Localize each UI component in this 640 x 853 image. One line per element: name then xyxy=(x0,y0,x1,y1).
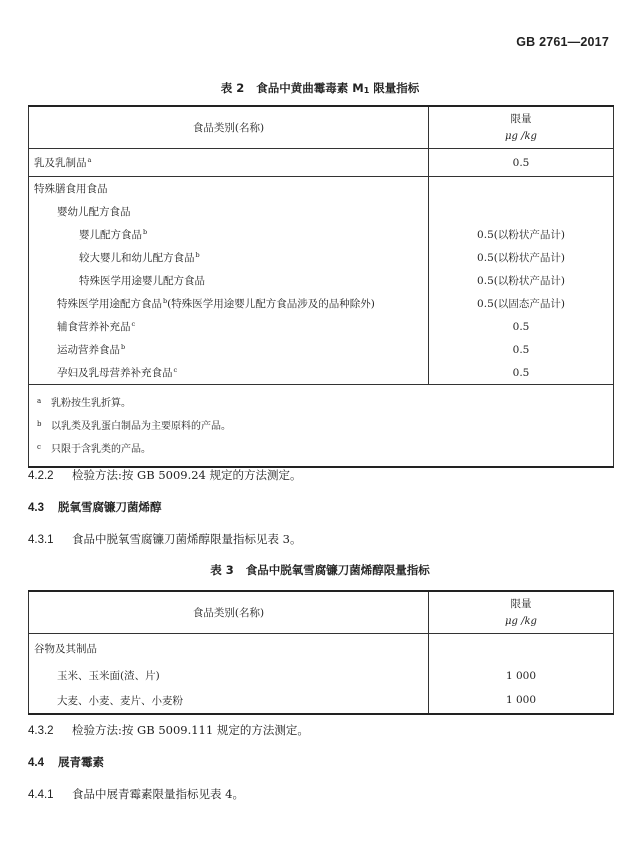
row-value: 0.5 xyxy=(429,315,614,338)
row-value: 0.5 xyxy=(429,338,614,361)
clause-number: 4.3.2 xyxy=(28,725,54,737)
table3-col-limit-label: 限量 xyxy=(510,597,532,610)
footnote-text: 只限于含乳类的产品。 xyxy=(51,444,151,455)
table2-col-unit: μg /kg xyxy=(505,130,537,142)
footnote-mark: c xyxy=(37,443,41,451)
row-name: 特殊医学用途配方食品$^b$(特殊医学用途婴儿配方食品涉及的品种除外) xyxy=(29,292,429,315)
section-4-3-heading xyxy=(28,499,162,515)
table-row xyxy=(29,149,614,177)
section-number: 4.3 xyxy=(28,502,44,514)
row-name: 大麦、小麦、麦片、小麦粉 xyxy=(29,688,429,714)
clause-4-3-2 xyxy=(28,722,309,738)
clause-text: 检验方法:按 GB 5009.24 规定的方法测定。 xyxy=(72,468,302,482)
table3-caption-title: 食品中脱氧雪腐镰刀菌烯醇限量指标 xyxy=(245,563,430,577)
clause-4-4-1 xyxy=(28,786,244,802)
row-value xyxy=(429,634,614,664)
table-row xyxy=(29,246,614,269)
row-value xyxy=(429,177,614,201)
table2-caption-title: 食品中黄曲霉毒素 M xyxy=(256,81,364,95)
footnote-mark: b xyxy=(121,343,126,351)
table2-caption xyxy=(0,80,640,96)
footnote-mark: a xyxy=(37,397,42,405)
footnote xyxy=(37,437,613,460)
table3 xyxy=(28,590,614,715)
table-row xyxy=(29,200,614,223)
row-value: 0.5 xyxy=(429,149,614,177)
table3-col-limit xyxy=(429,591,614,634)
table2-header-row xyxy=(29,106,614,149)
standard-code: GB 2761—2017 xyxy=(516,35,609,49)
footnote-mark: b xyxy=(195,251,200,259)
table3-caption xyxy=(0,562,640,578)
clause-4-2-2 xyxy=(28,467,302,483)
clause-text: 食品中展青霉素限量指标见表 4。 xyxy=(72,787,244,801)
table2-notes xyxy=(29,385,614,468)
row-value: 0.5(以粉状产品计) xyxy=(429,223,614,246)
row-name: 运动营养食品$^b$ xyxy=(29,338,429,361)
row-name: 孕妇及乳母营养补充食品$^c$ xyxy=(29,361,429,385)
row-name-tail: (特殊医学用途婴儿配方食品涉及的品种除外) xyxy=(167,298,375,310)
footnote-mark: c xyxy=(173,366,178,374)
row-value: 1 000 xyxy=(429,688,614,714)
row-name: 辅食营养补充品$^c$ xyxy=(29,315,429,338)
table3-caption-prefix: 表 3 xyxy=(210,563,234,577)
clause-number: 4.4.1 xyxy=(28,789,54,801)
section-4-4-heading xyxy=(28,754,104,770)
row-value xyxy=(429,200,614,223)
table-row xyxy=(29,177,614,201)
clause-text: 检验方法:按 GB 5009.111 规定的方法测定。 xyxy=(72,723,309,737)
table-row xyxy=(29,361,614,385)
section-number: 4.4 xyxy=(28,757,44,769)
row-name: 特殊膳食用食品 xyxy=(29,177,429,201)
table-row xyxy=(29,269,614,292)
footnote-mark: a xyxy=(87,156,92,164)
footnote-mark: b xyxy=(163,297,168,305)
table-row xyxy=(29,688,614,714)
row-value: 1 000 xyxy=(429,664,614,688)
row-value: 0.5(以粉状产品计) xyxy=(429,246,614,269)
footnote-text: 乳粉按生乳折算。 xyxy=(51,398,131,409)
table3-col-name: 食品类别(名称) xyxy=(29,591,429,634)
section-title: 展青霉素 xyxy=(58,755,104,769)
row-name: 婴儿配方食品$^b$ xyxy=(29,223,429,246)
row-name: 玉米、玉米面(渣、片) xyxy=(29,664,429,688)
table3-col-unit: μg /kg xyxy=(505,615,537,627)
footnote-mark: b xyxy=(37,420,42,428)
table2-col-limit-label: 限量 xyxy=(510,112,532,125)
section-title: 脱氧雪腐镰刀菌烯醇 xyxy=(58,500,162,514)
table2 xyxy=(28,105,614,468)
table3-header-row xyxy=(29,591,614,634)
table2-caption-suffix: 限量指标 xyxy=(369,81,420,95)
table2-col-name: 食品类别(名称) xyxy=(29,106,429,149)
row-value: 0.5 xyxy=(429,361,614,385)
footnote-text: 以乳类及乳蛋白制品为主要原料的产品。 xyxy=(51,421,231,432)
table-row xyxy=(29,315,614,338)
table-row xyxy=(29,338,614,361)
table-row xyxy=(29,223,614,246)
table2-caption-subscript: 1 xyxy=(363,86,370,95)
row-name: 较大婴儿和幼儿配方食品$^b$ xyxy=(29,246,429,269)
table-row xyxy=(29,664,614,688)
row-value: 0.5(以粉状产品计) xyxy=(429,269,614,292)
row-name: 乳及乳制品$^a$ xyxy=(29,149,429,177)
row-name: 特殊医学用途婴儿配方食品 xyxy=(29,269,429,292)
table2-caption-prefix: 表 2 xyxy=(220,81,245,95)
footnote-mark: b xyxy=(143,228,148,236)
row-value: 0.5(以固态产品计) xyxy=(429,292,614,315)
table2-col-limit xyxy=(429,106,614,149)
footnote-mark: c xyxy=(131,320,136,328)
table-row xyxy=(29,292,614,315)
footnote xyxy=(37,414,613,437)
footnote xyxy=(37,391,613,414)
clause-number: 4.3.1 xyxy=(28,534,54,546)
clause-number: 4.2.2 xyxy=(28,470,54,482)
row-name: 婴幼儿配方食品 xyxy=(29,200,429,223)
table-row xyxy=(29,634,614,664)
row-name: 谷物及其制品 xyxy=(29,634,429,664)
clause-text: 食品中脱氧雪腐镰刀菌烯醇限量指标见表 3。 xyxy=(72,532,302,546)
clause-4-3-1 xyxy=(28,531,301,547)
